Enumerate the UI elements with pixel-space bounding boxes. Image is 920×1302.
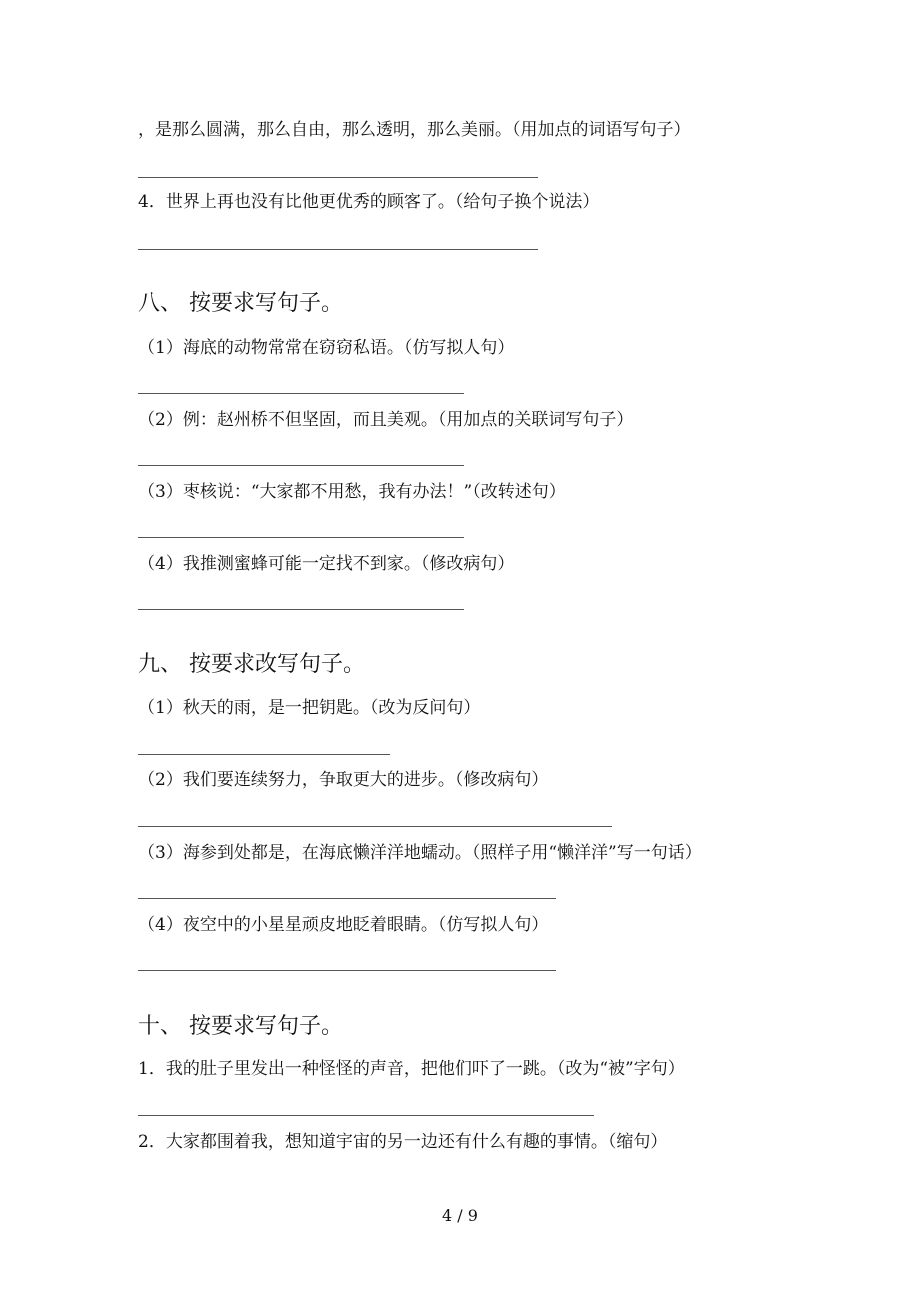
section-8-item-2: （2）例：赵州桥不但坚固，而且美观。（用加点的关联词写句子） [138, 410, 634, 430]
section-9-item-4: （4）夜空中的小星星顽皮地眨着眼睛。（仿写拟人句） [138, 915, 549, 935]
section-8-title: 八、 按要求写句子。 [138, 291, 343, 316]
section-9-item-1: （1）秋天的雨，是一把钥匙。（改为反问句） [138, 698, 481, 718]
answer-line[interactable] [138, 177, 538, 178]
section-10-item-1: 1．我的肚子里发出一种怪怪的声音，把他们吓了一跳。（改为“被”字句） [138, 1059, 685, 1079]
answer-line[interactable] [138, 609, 464, 610]
answer-line[interactable] [138, 249, 538, 250]
answer-line[interactable] [138, 970, 556, 971]
section-10-title: 十、 按要求写句子。 [138, 1014, 343, 1039]
section-8-item-4: （4）我推测蜜蜂可能一定找不到家。（修改病句） [138, 554, 515, 574]
page-number: 4 / 9 [442, 1206, 478, 1225]
answer-line[interactable] [138, 826, 612, 827]
answer-line[interactable] [138, 754, 390, 755]
section-8-item-1: （1）海底的动物常常在窃窃私语。（仿写拟人句） [138, 338, 515, 358]
section-9-title: 九、 按要求改写句子。 [138, 652, 365, 677]
answer-line[interactable] [138, 393, 464, 394]
question-4: 4．世界上再也没有比他更优秀的顾客了。（给句子换个说法） [138, 192, 600, 212]
answer-line[interactable] [138, 898, 556, 899]
section-9-item-3: （3）海参到处都是，在海底懒洋洋地蠕动。（照样子用“懒洋洋”写一句话） [138, 843, 702, 863]
section-9-item-2: （2）我们要连续努力，争取更大的进步。（修改病句） [138, 770, 549, 790]
question-continuation: ，是那么圆满，那么自由，那么透明，那么美丽。（用加点的词语写句子） [138, 120, 691, 140]
answer-line[interactable] [138, 465, 464, 466]
section-10-item-2: 2．大家都围着我，想知道宇宙的另一边还有什么有趣的事情。（缩句） [138, 1132, 668, 1152]
section-8-item-3: （3）枣核说：“大家都不用愁，我有办法！”（改转述句） [138, 482, 566, 502]
answer-line[interactable] [138, 1115, 594, 1116]
answer-line[interactable] [138, 537, 464, 538]
